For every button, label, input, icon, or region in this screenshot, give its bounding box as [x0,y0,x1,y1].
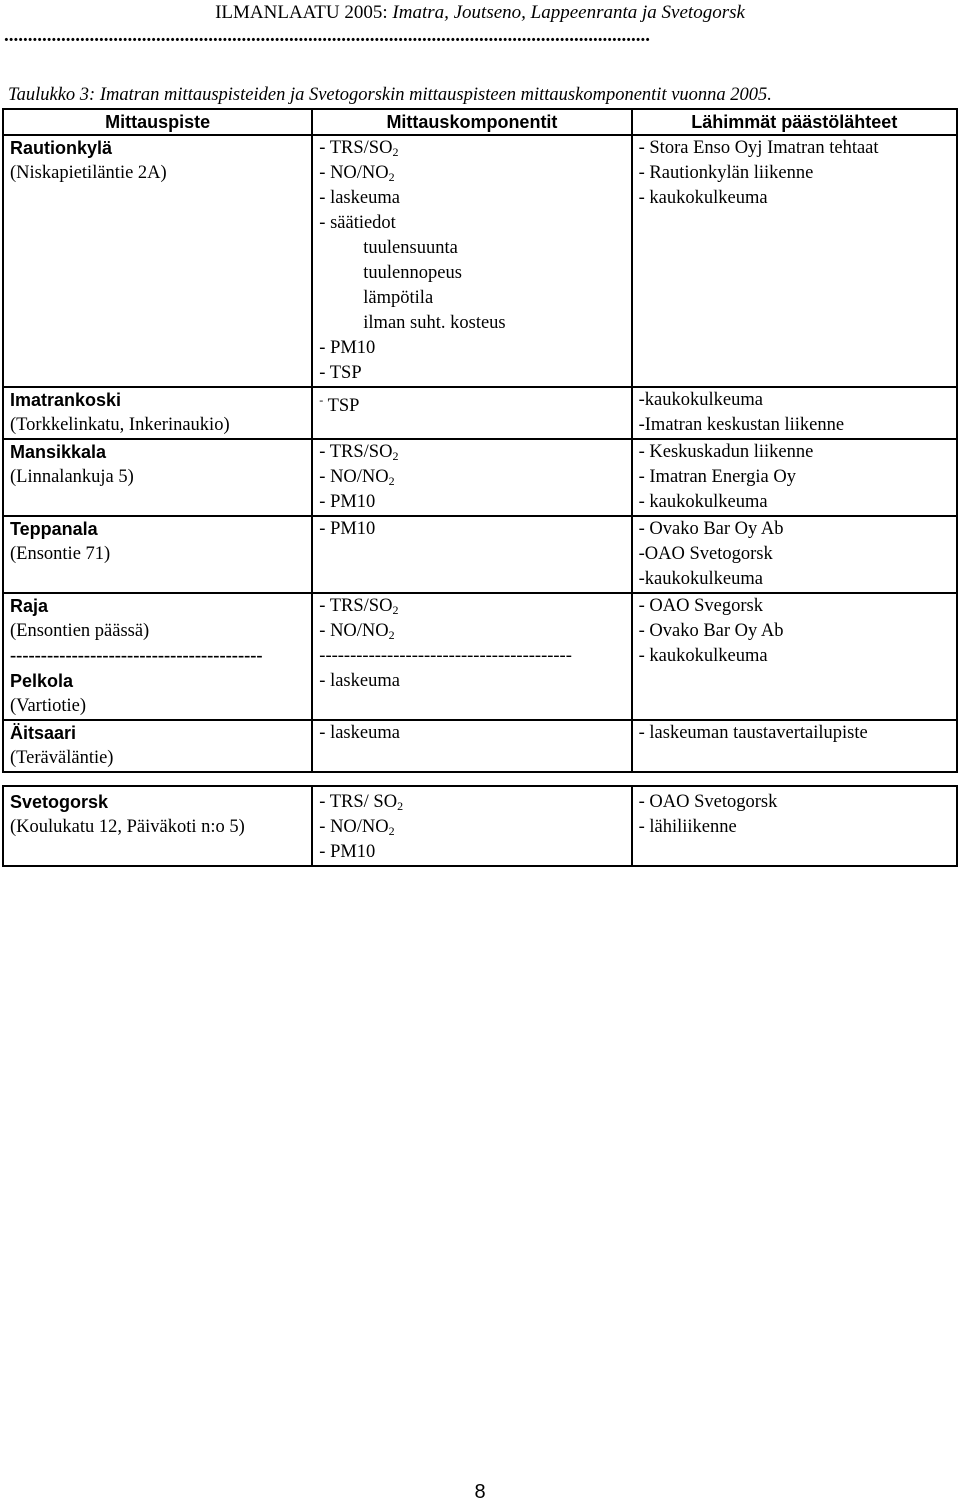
station-address: (Vartiotie) [10,696,87,716]
table-header-row [3,109,957,135]
source-item: - laskeuman taustavertailupiste [638,723,868,743]
weather-item: lämpötila [363,288,434,308]
station-address: (Teräväläntie) [10,748,114,768]
station-name: Raja [10,596,49,616]
source-item: - kaukokulkeuma [638,646,768,666]
weather-item: ilman suht. kosteus [363,313,506,333]
source-item: - Ovako Bar Oy Ab [638,519,784,539]
component-saatiedot: - säätiedot [319,213,396,233]
station-name: Imatrankoski [10,390,122,410]
source-item: -kaukokulkeuma [638,390,763,410]
station-address: (Torkkelinkatu, Inkerinaukio) [10,415,230,435]
source-item: - Stora Enso Oyj Imatran tehtaat [638,138,879,158]
source-item: - Rautionkylän liikenne [638,163,814,183]
component-tsp: - TSP [319,363,362,383]
station-name: Svetogorsk [10,792,109,812]
station-address: (Niskapietiläntie 2A) [10,163,167,183]
station-name: Pelkola [10,671,74,691]
header-prefix: ILMANLAATU 2005: [215,2,393,23]
weather-item: tuulensuunta [363,238,458,258]
component-trs: - TRS/$SO_2$ [319,596,399,617]
measurement-table [2,108,958,773]
header-title-rest: Imatra, Joutseno, Lappeenranta ja Svetogorsk [392,2,745,23]
header-dotted-rule: ........................................................................................................................................ [4,26,650,46]
station-name: Äitsaari [10,723,77,743]
component-no: - $NO/NO_2$ [319,621,395,642]
source-item: - OAO Svetogorsk [638,792,778,812]
component-trs: - TRS/$SO_2$ [319,442,399,463]
source-item: -OAO Svetogorsk [638,544,773,564]
station-name: Teppanala [10,519,98,539]
running-header [0,2,960,24]
source-item: - Imatran Energia Oy [638,467,796,487]
source-item: - OAO Svegorsk [638,596,763,616]
station-name: Mansikkala [10,442,107,462]
component-laskeuma: - laskeuma [319,671,400,691]
source-item: - lähiliikenne [638,817,737,837]
station-address: (Koulukatu 12, Päiväkoti n:o 5) [10,817,245,837]
page-number: 8 [474,1481,486,1503]
source-item: -Imatran keskustan liikenne [638,415,845,435]
source-item: -kaukokulkeuma [638,569,763,589]
table-caption: Taulukko 3: Imatran mittauspisteiden ja Svetogorskin mittauspisteen mittauskomponentit vuonna 2005. [8,85,772,105]
component-pm10: - PM10 [319,492,376,512]
header-lahimmat: Lähimmät päästölähteet [632,109,957,135]
weather-item: tuulennopeus [363,263,462,283]
header-mittauskomponentit: Mittauskomponentit [312,109,631,135]
separator-dashes: ----------------------------------------- [319,646,572,666]
svetogorsk-table [2,785,958,867]
source-item: - kaukokulkeuma [638,188,768,208]
component-laskeuma: - laskeuma [319,723,400,743]
station-address: (Ensontie 71) [10,544,111,564]
component-no: - $NO/NO_2$ [319,163,395,184]
source-item: - kaukokulkeuma [638,492,768,512]
separator-dashes: ----------------------------------------- [10,646,263,666]
table-row-svetogorsk [3,786,957,866]
source-item: - Keskuskadun liikenne [638,442,814,462]
table-row-imatrankoski [3,387,957,439]
component-pm10: - PM10 [319,519,376,539]
component-no: - $NO/NO_2$ [319,467,395,488]
source-item: - Ovako Bar Oy Ab [638,621,784,641]
component-pm10: - PM10 [319,338,376,358]
table-row-mansikkala [3,439,957,516]
station-address: (Linnalankuja 5) [10,467,134,487]
table-row-aitsaari [3,720,957,772]
component-laskeuma: - laskeuma [319,188,400,208]
component-trs: - TRS/ $SO_2$ [319,792,404,813]
header-mittauspiste: Mittauspiste [3,109,312,135]
component-pm10: - PM10 [319,842,376,862]
table-row-raja-pelkola [3,593,957,720]
component-no: - $NO/NO_2$ [319,817,395,838]
component-tsp: - TSP [319,393,360,417]
component-trs: - TRS/$SO_2$ [319,138,399,159]
table-row-teppanala [3,516,957,593]
station-address: (Ensontien päässä) [10,621,150,641]
table-row-rautionkyla [3,135,957,387]
station-name: Rautionkylä [10,138,113,158]
